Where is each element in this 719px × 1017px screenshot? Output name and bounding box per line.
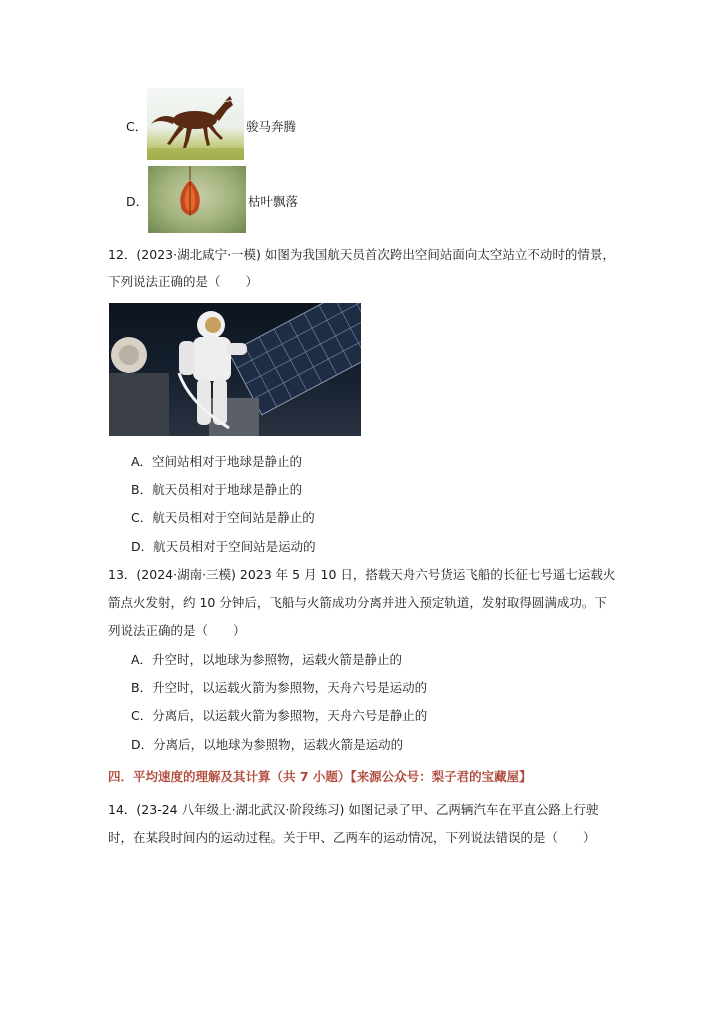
q12-option-a: A．空间站相对于地球是静止的 [131,454,303,469]
q14-stem-line1: 14．(23-24 八年级上·湖北武汉·阶段练习) 如图记录了甲、乙两辆汽车在平直公路上行驶 [108,802,599,817]
q13-option-b: B．升空时，以运载火箭为参照物，天舟六号是运动的 [131,680,428,695]
q12-stem-line1: 12．(2023·湖北咸宁·一模) 如图为我国航天员首次跨出空间站面向太空站立不动时的情景， [108,247,615,262]
q12-option-d: D．航天员相对于空间站是运动的 [131,539,316,554]
q13-option-a: A．升空时，以地球为参照物，运载火箭是静止的 [131,652,403,667]
q13-stem-line2: 箭点火发射，约 10 分钟后，飞船与火箭成功分离并进入预定轨道，发射取得圆满成功。下 [108,595,607,610]
q12-option-c: C．航天员相对于空间站是静止的 [131,510,315,525]
option-c-text: 骏马奔腾 [246,119,297,134]
option-letter: C． [126,119,148,134]
q13-option-c: C．分离后，以运载火箭为参照物，天舟六号是静止的 [131,708,428,723]
q12-stem-line2: 下列说法正确的是（ ） [108,274,259,289]
astronaut-photo [109,303,361,436]
section-heading: 四．平均速度的理解及其计算（共 7 小题）【来源公众号：梨子君的宝藏屋】 [108,769,532,784]
q12-option-b: B．航天员相对于地球是静止的 [131,482,303,497]
option-d-text: 枯叶飘落 [248,194,299,209]
option-letter: D． [126,194,149,209]
q13-stem-line1: 13．(2024·湖南·三模) 2023 年 5 月 10 日，搭载天舟六号货运飞船的长征七号遥七运载火 [108,567,616,582]
q14-stem-line2: 时，在某段时间内的运动过程。关于甲、乙两车的运动情况，下列说法错误的是（ ） [108,830,596,845]
q13-option-d: D．分离后，以地球为参照物，运载火箭是运动的 [131,737,404,752]
option-d [126,192,148,210]
option-c [126,117,147,135]
horse-photo [147,88,244,160]
q13-stem-line3: 列说法正确的是（ ） [108,623,246,638]
leaf-photo [148,166,246,233]
